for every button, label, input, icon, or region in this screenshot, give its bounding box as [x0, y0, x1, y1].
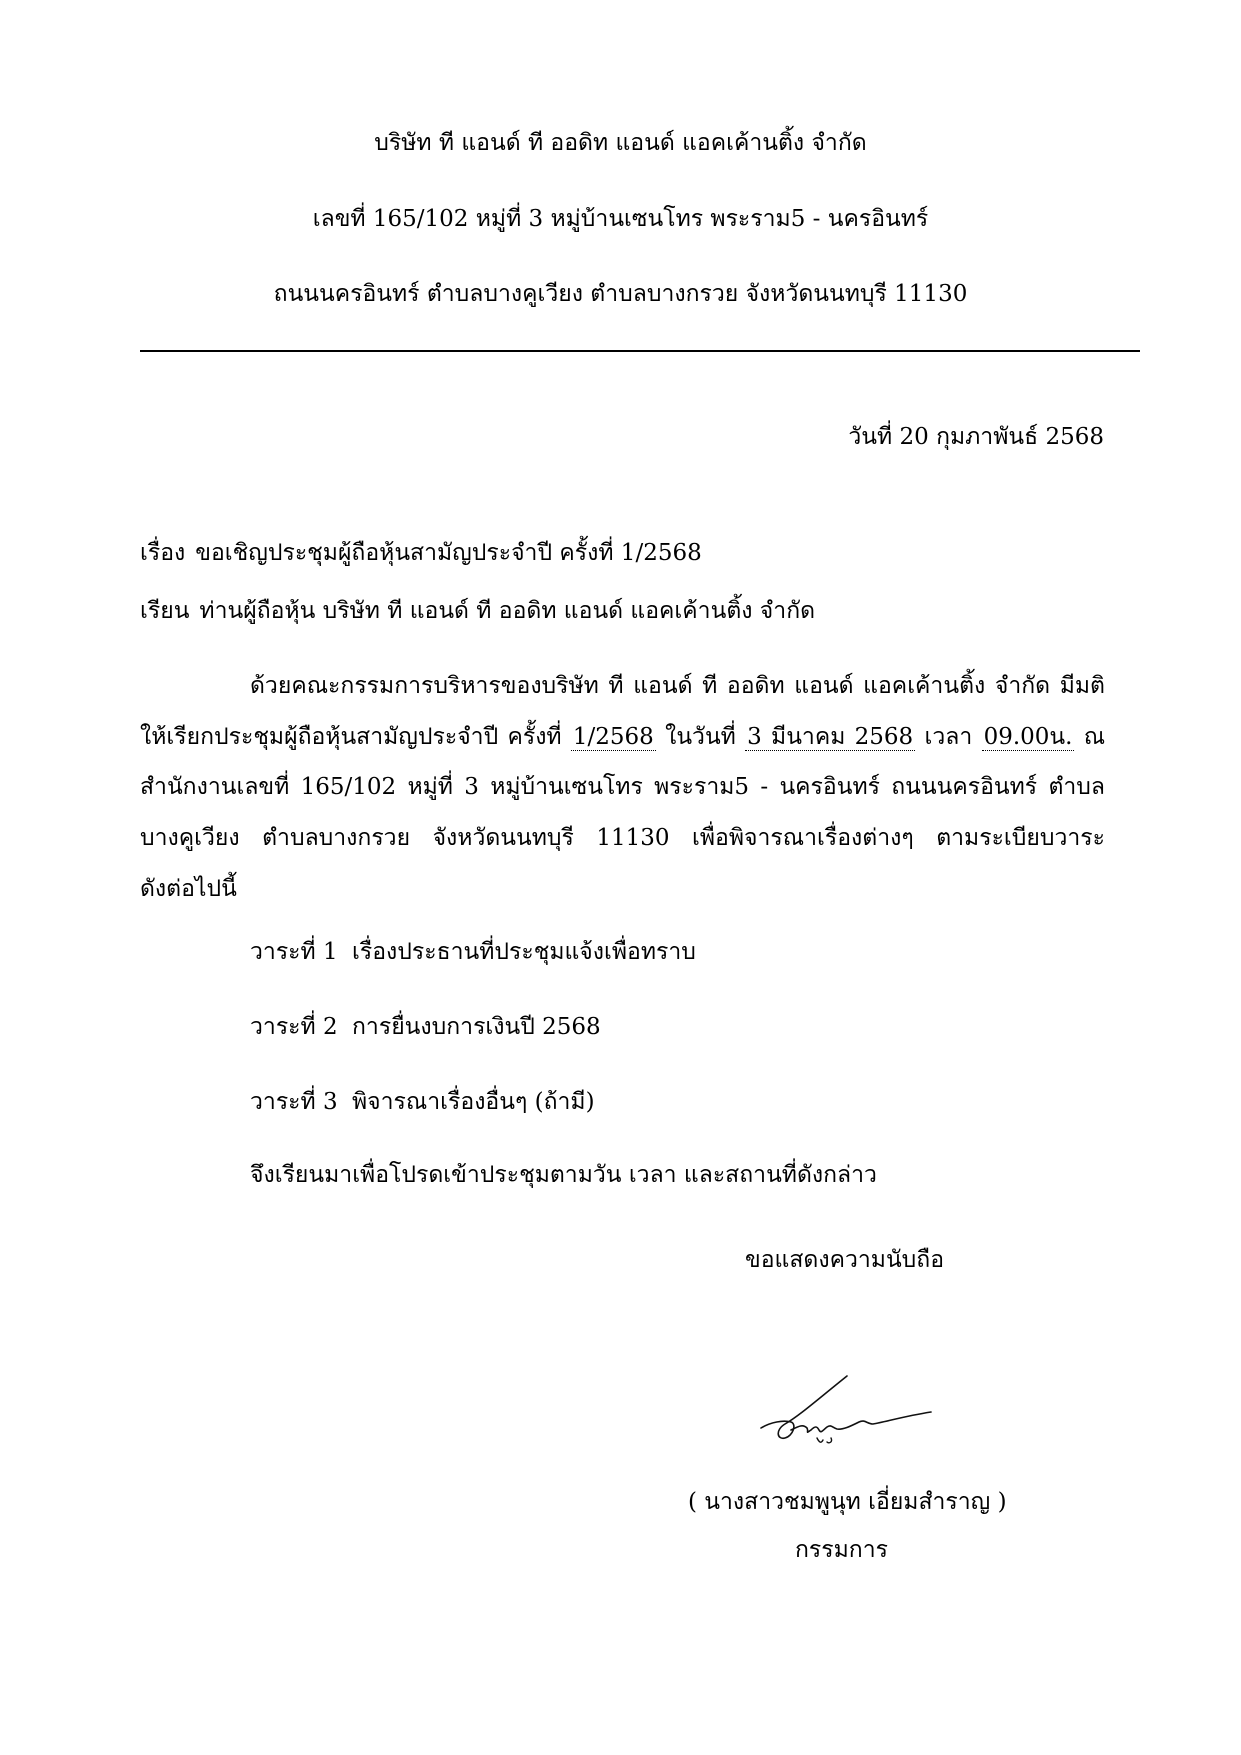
agenda-text: การยื่นงบการเงินปี 2568: [352, 1014, 601, 1040]
letterhead-divider: [140, 350, 1140, 352]
recipient-label: เรียน: [140, 598, 190, 624]
address-line-1: เลขที่ 165/102 หมู่ที่ 3 หมู่บ้านเซนโทร พระราม5 - นครอินทร์: [312, 206, 929, 232]
address-line-2: ถนนนครอินทร์ ตำบลบางคูเวียง ตำบลบางกรวย จังหวัดนนทบุรี 11130: [273, 281, 968, 307]
agenda-text: พิจารณาเรื่องอื่นๆ (ถ้ามี): [352, 1089, 595, 1115]
body-line-2: [140, 721, 1105, 753]
subject-text: ขอเชิญประชุมผู้ถือหุ้นสามัญประจำปี ครั้งที่ 1/2568: [195, 540, 702, 566]
agenda-number: วาระที่ 2: [250, 1014, 338, 1040]
agenda-item: [250, 936, 696, 968]
body-line-3: สำนักงานเลขที่ 165/102 หมู่ที่ 3 หมู่บ้านเซนโทร พระราม5 - นครอินทร์ ถนนนครอินทร์ ตำบล: [140, 774, 1105, 800]
meeting-date: 3 มีนาคม 2568: [747, 724, 914, 750]
signer-name: ( นางสาวชมพูนุท เอี่ยมสำราญ ): [688, 1489, 1007, 1515]
agenda-number: วาระที่ 1: [250, 939, 338, 965]
body-line-2-end: ณ: [1083, 724, 1106, 750]
subject-label: เรื่อง: [140, 540, 186, 566]
agenda-item: [250, 1086, 595, 1118]
meeting-number: 1/2568: [572, 724, 654, 750]
body-line-1: ด้วยคณะกรรมการบริหารของบริษัท ที แอนด์ ที ออดิท แอนด์ แอคเค้านติ้ง จำกัด มีมติ: [250, 673, 1105, 699]
body-line-5: ดังต่อไปนี้: [140, 876, 237, 902]
agenda-number: วาระที่ 3: [250, 1089, 338, 1115]
handwritten-signature: [755, 1372, 945, 1452]
signer-title: กรรมการ: [795, 1537, 888, 1563]
agenda-text: เรื่องประธานที่ประชุมแจ้งเพื่อทราบ: [352, 939, 696, 965]
body-line-2-time-label: เวลา: [924, 724, 973, 750]
body-line-2-date-label: ในวันที่: [665, 724, 736, 750]
closing-text: จึงเรียนมาเพื่อโปรดเข้าประชุมตามวัน เวลา และสถานที่ดังกล่าว: [250, 1162, 877, 1188]
letter-date: วันที่ 20 กุมภาพันธ์ 2568: [848, 424, 1104, 450]
recipient-line: [140, 595, 815, 627]
regards-text: ขอแสดงความนับถือ: [745, 1247, 945, 1273]
body-line-2-start: ให้เรียกประชุมผู้ถือหุ้นสามัญประจำปี ครั้งที่: [140, 724, 562, 750]
subject-line: [140, 537, 702, 569]
company-name: บริษัท ที แอนด์ ที ออดิท แอนด์ แอคเค้านติ้ง จำกัด: [374, 130, 867, 156]
body-line-4: บางคูเวียง ตำบลบางกรวย จังหวัดนนทบุรี 11130 เพื่อพิจารณาเรื่องต่างๆ ตามระเบียบวาระ: [140, 825, 1105, 851]
recipient-text: ท่านผู้ถือหุ้น บริษัท ที แอนด์ ที ออดิท แอนด์ แอคเค้านติ้ง จำกัด: [199, 598, 816, 624]
meeting-time: 09.00น.: [983, 724, 1073, 750]
agenda-item: [250, 1011, 601, 1043]
